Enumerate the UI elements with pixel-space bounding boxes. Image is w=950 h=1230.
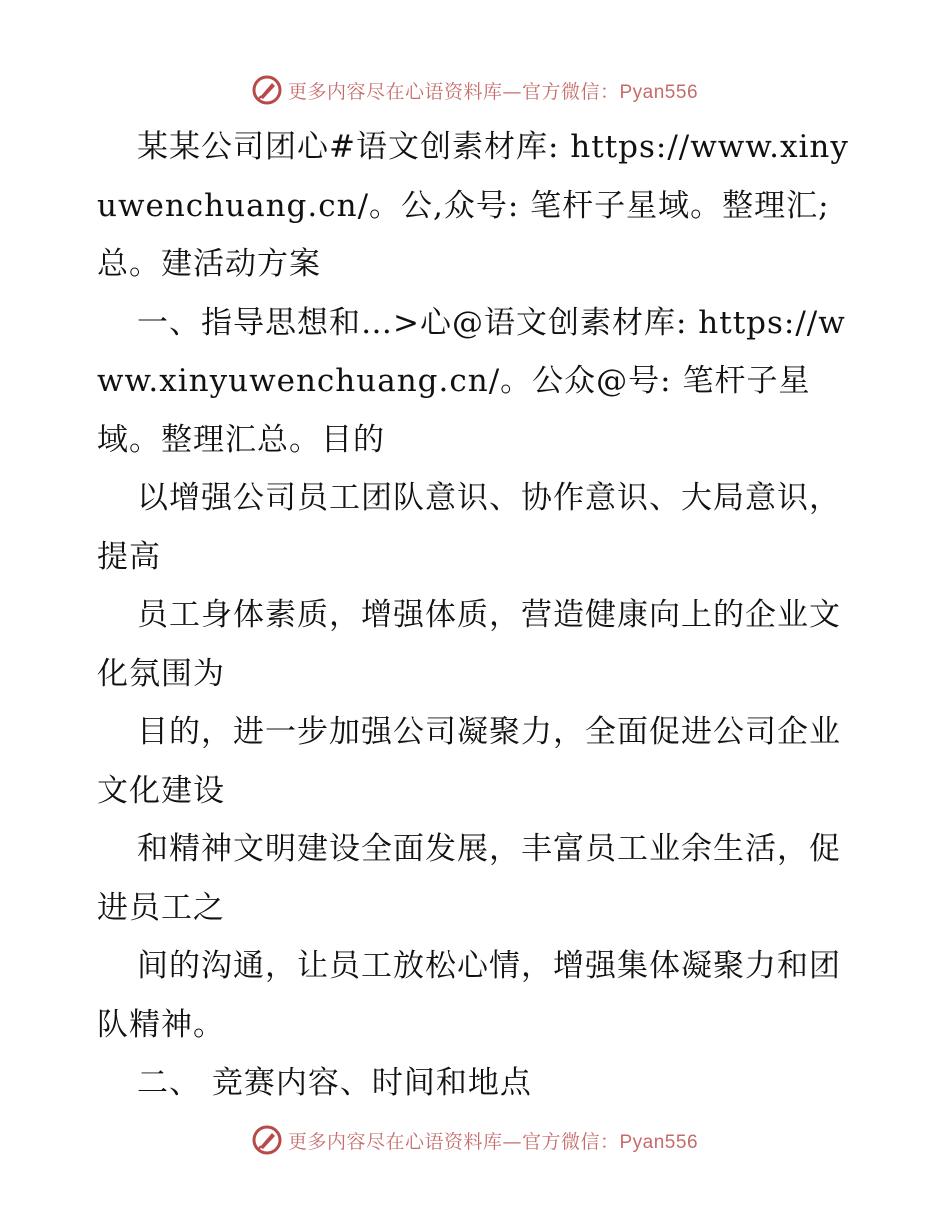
watermark-text-en: Pyan556: [619, 1131, 699, 1153]
quill-seal-icon: [252, 75, 282, 105]
paragraph-section-two-heading: 二、 竞赛内容、时间和地点: [137, 1065, 532, 1101]
watermark-banner-bottom: [0, 1120, 950, 1160]
paragraph-body: 和精神文明建设全面发展，丰富员工业余生活，促进员工之: [97, 831, 841, 926]
watermark-text-cn: 更多内容尽在心语资料库—官方微信：: [287, 1130, 620, 1153]
paragraph-section-one-heading: 一、指导思想和…>心@语文创素材库: https://www.xinyuwenchuang.cn/。公众@号: 笔杆子星域。整理汇总。目的: [97, 304, 846, 458]
paragraph-title: 某某公司团心#语文创素材库: https://www.xinyuwenchuang.cn/。公,众号: 笔杆子星域。整理汇;总。建活动方案: [97, 129, 849, 282]
paragraph-body: 员工身体素质，增强体质，营造健康向上的企业文化氛围为: [97, 597, 841, 692]
watermark-banner-top: [0, 70, 950, 110]
watermark-text: [288, 77, 698, 104]
paragraph-body: 目的，进一步加强公司凝聚力，全面促进公司企业文化建设: [97, 714, 841, 809]
watermark-text-en: Pyan556: [619, 81, 699, 103]
watermark-text-cn: 更多内容尽在心语资料库—官方微信：: [287, 80, 620, 103]
quill-seal-icon: [252, 1125, 282, 1155]
paragraph-body: 间的沟通，让员工放松心情，增强集体凝聚力和团队精神。: [97, 948, 841, 1043]
watermark-text: [288, 1127, 698, 1154]
document-body: [97, 118, 867, 1113]
paragraph-body: 以增强公司员工团队意识、协作意识、大局意识，提高: [97, 480, 841, 575]
